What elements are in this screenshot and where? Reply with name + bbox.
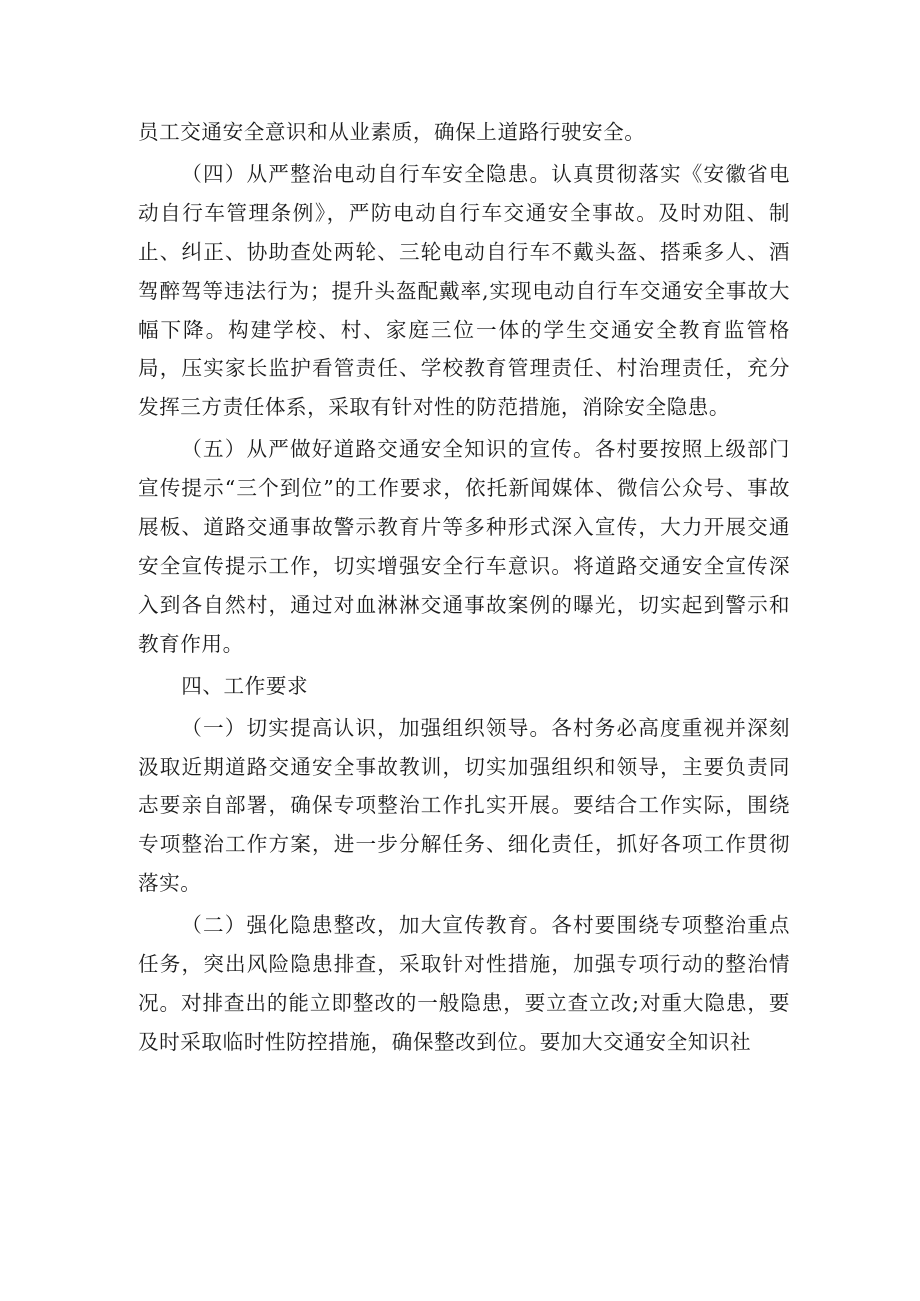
paragraph-requirement-2: （二）强化隐患整改，加大宣传教育。各村要围绕专项整治重点任务，突出风险隐患排查，采取针对性措施，加强专项行动的整治情况。对排查出的能立即整改的一般隐患，要立查立改;对重大隐患，要及时采取临时性防控措施，确保整改到位。要加大交通安全知识社 bbox=[138, 913, 790, 1054]
section-heading-work-requirements: 四、工作要求 bbox=[181, 673, 309, 698]
document-body bbox=[138, 113, 790, 1062]
paragraph-requirement-1: （一）切实提高认识，加强组织领导。各村务必高度重视并深刻汲取近期道路交通安全事故教训，切实加强组织和领导，主要负责同志要亲自部署，确保专项整治工作扎实开展。要结合工作实际，围绕专项整治工作方案，进一步分解任务、细化责任，抓好各项工作贯彻落实。 bbox=[138, 715, 790, 896]
paragraph-continuation: 员工交通安全意识和从业素质，确保上道路行驶安全。 bbox=[138, 120, 646, 144]
paragraph-section-4: （四）从严整治电动自行车安全隐患。认真贯彻落实《安徽省电动自行车管理条例》，严防电动自行车交通安全事故。及时劝阻、制止、纠正、协助查处两轮、三轮电动自行车不戴头盔、搭乘多人、酒驾醉驾等违法行为；提升头盔配戴率,实现电动自行车交通安全事故大幅下降。构建学校、村、家庭三位一体的学生交通安全教育监管格局，压实家长监护看管责任、学校教育管理责任、村治理责任，充分发挥三方责任体系，采取有针对性的防范措施，消除安全隐患。 bbox=[138, 161, 790, 420]
paragraph-section-5: （五）从严做好道路交通安全知识的宣传。各村要按照上级部门宣传提示“三个到位”的工作要求，依托新闻媒体、微信公众号、事故展板、道路交通事故警示教育片等多种形式深入宣传，大力开展交通安全宣传提示工作，切实增强安全行车意识。将道路交通安全宣传深入到各自然村，通过对血淋淋交通事故案例的曝光，切实起到警示和教育作用。 bbox=[138, 437, 790, 656]
